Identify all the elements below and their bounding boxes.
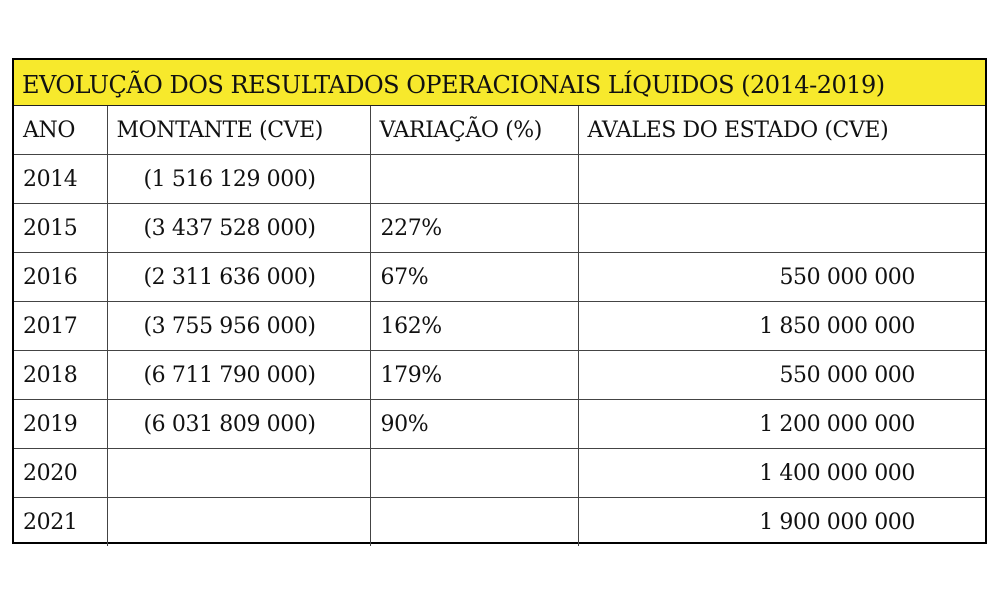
cell-guarantees	[578, 204, 985, 253]
cell-variation: 90%	[370, 400, 578, 449]
results-table-frame	[12, 58, 987, 544]
cell-year: 2017	[14, 302, 107, 351]
cell-guarantees: 550 000 000	[578, 253, 985, 302]
cell-guarantees: 550 000 000	[578, 351, 985, 400]
cell-variation: 162%	[370, 302, 578, 351]
table-row	[14, 204, 985, 253]
cell-variation	[370, 498, 578, 547]
cell-guarantees	[578, 155, 985, 204]
cell-guarantees: 1 200 000 000	[578, 400, 985, 449]
cell-guarantees: 1 900 000 000	[759, 509, 915, 535]
cell-year: 2018	[14, 351, 107, 400]
cell-guarantees: 1 850 000 000	[578, 302, 985, 351]
header-row	[14, 106, 985, 155]
column-header-guarantees: AVALES DO ESTADO (CVE)	[578, 106, 985, 155]
cell-amount	[107, 449, 370, 498]
cell-amount	[107, 498, 370, 547]
cell-year: 2015	[14, 204, 107, 253]
cell-year: 2021	[14, 498, 107, 547]
cell-year: 2016	[14, 253, 107, 302]
cell-year: 2014	[14, 155, 107, 204]
cell-guarantees: 1 400 000 000	[578, 449, 985, 498]
column-header-amount: MONTANTE (CVE)	[107, 106, 370, 155]
cell-amount: (2 311 636 000)	[107, 253, 370, 302]
cell-amount: (3 755 956 000)	[107, 302, 370, 351]
cell-amount: (6 031 809 000)	[107, 400, 370, 449]
table-row	[14, 449, 985, 498]
column-header-year: ANO	[14, 106, 107, 155]
cell-year: 2020	[14, 449, 107, 498]
cell-variation: 67%	[370, 253, 578, 302]
table-row	[14, 351, 985, 400]
cell-variation	[370, 155, 578, 204]
cell-variation: 227%	[370, 204, 578, 253]
table-row	[14, 253, 985, 302]
table-row	[14, 155, 985, 204]
cell-year: 2019	[14, 400, 107, 449]
cell-amount: (3 437 528 000)	[107, 204, 370, 253]
column-header-variation: VARIAÇÃO (%)	[370, 106, 578, 155]
cell-variation: 179%	[370, 351, 578, 400]
table-row	[14, 400, 985, 449]
table-row	[14, 302, 985, 351]
cell-amount: (1 516 129 000)	[107, 155, 370, 204]
cell-variation	[370, 449, 578, 498]
results-table	[14, 106, 985, 546]
table-row	[14, 498, 985, 547]
table-title: EVOLUÇÃO DOS RESULTADOS OPERACIONAIS LÍQUIDOS (2014-2019)	[14, 60, 985, 106]
cell-amount: (6 711 790 000)	[107, 351, 370, 400]
